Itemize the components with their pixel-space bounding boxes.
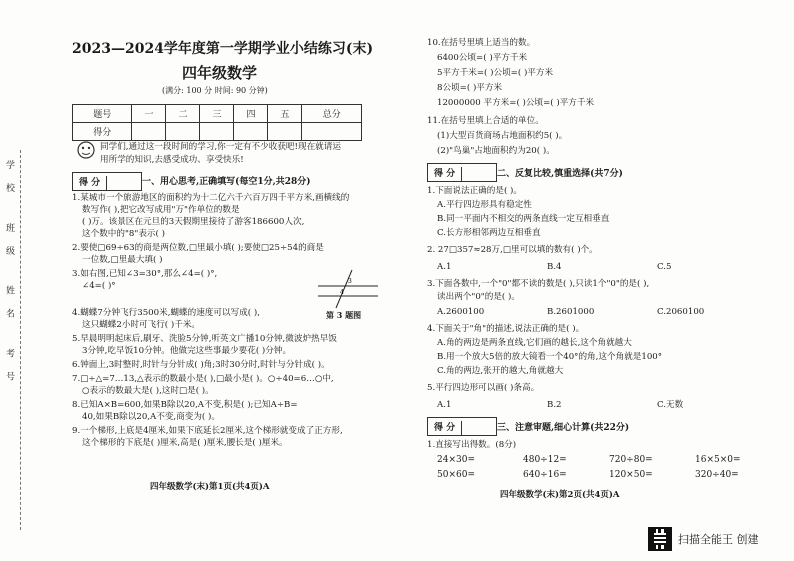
- q4-line-a: 4.蝴蝶7分钟飞行3500米,蝴蝶的速度可以写成( ),: [72, 308, 260, 318]
- q3-line-a: 3.如右图,已知∠3=30°,那么∠4=( )°,: [72, 269, 218, 279]
- page-footer-right: 四年级数学(末)第2页(共4页)A: [500, 490, 620, 500]
- svg-text:3: 3: [348, 278, 352, 285]
- student-info-sidebar: 学校 班级 姓名 考号: [4, 160, 14, 395]
- s2-q3-option: A.2600100: [437, 307, 485, 317]
- score-header-cell: 三: [200, 105, 234, 123]
- q5-line-a: 5.早晨明明起床后,刷牙、洗脸5分钟,听英文广播10分钟,微波炉热早饭: [72, 334, 337, 344]
- greeting-line-1: 同学们,通过这一段时间的学习,你一定有不少收获吧!现在就请运: [100, 142, 341, 152]
- s2-q1: 1.下面说法正确的是( )。: [427, 186, 522, 196]
- score-header-cell: 四: [234, 105, 268, 123]
- exam-meta: (满分: 100 分 时间: 90 分钟): [162, 86, 268, 95]
- q10-line-c: 8公顷=( )平方米: [437, 83, 503, 93]
- score-cell[interactable]: [132, 123, 166, 141]
- q6-line: 6.钟面上,3时整时,时针与分针成( )角;3时30分时,时针与分针成( )。: [72, 360, 330, 370]
- s2-q1-option-a: A.平行四边形具有稳定性: [437, 200, 532, 210]
- q7-line-a: 7.□÷△=7…13,△表示的数最小是( ),□最小是( )。○÷40=6…○中,: [72, 374, 334, 384]
- q10-line-a: 6400公顷=( )平方千米: [437, 53, 528, 63]
- exam-title: 2023—2024学年度第一学期学业小结练习(末): [72, 41, 374, 57]
- q11-title: 11.在括号里填上合适的单位。: [427, 116, 544, 126]
- cartoon-icon: [76, 140, 96, 160]
- s2-q2-option: C.5: [657, 262, 672, 272]
- score-cell[interactable]: [166, 123, 200, 141]
- section3-score-box: [427, 417, 497, 436]
- s2-q4-option-c: C.角的两边,张开的越大,角就越大: [437, 366, 564, 376]
- s2-q1-option-b: B.同一平面内不相交的两条直线一定互相垂直: [437, 214, 610, 224]
- calc-item: 480÷12=: [523, 455, 567, 465]
- section3-title: 三、注意审题,细心计算(共22分): [497, 423, 630, 433]
- calc-item: 50×60=: [437, 470, 475, 480]
- score-header-cell: 五: [268, 105, 302, 123]
- score-cell[interactable]: [234, 123, 268, 141]
- s2-q3-option: B.2601000: [547, 307, 595, 317]
- right-page: [405, 0, 794, 561]
- s2-q5-option: B.2: [547, 400, 562, 410]
- s2-q4-option-b: B.用一个放大5倍的放大镜看一个40°的角,这个角就是100°: [437, 352, 663, 362]
- section2-title: 二、反复比较,慎重选择(共7分): [497, 169, 623, 179]
- qr-code-icon: [648, 527, 672, 551]
- q2-line-a: 2.要使□69÷63的商是两位数,□里最小填( );要使□25÷54的商是: [72, 243, 324, 253]
- q2-line-b: 一位数,□里最大填( ): [82, 255, 163, 265]
- s2-q5-option: C.无数: [657, 400, 684, 410]
- q5-line-b: 3分钟,吃早饭10分钟。他做完这些事最少要花( )分钟。: [82, 346, 292, 356]
- calc-item: 320÷40=: [695, 470, 739, 480]
- s2-q2: 2. 27□357≈28万,□里可以填的数有( )个。: [427, 245, 598, 255]
- score-table-header: [73, 105, 362, 123]
- page-footer-left: 四年级数学(末)第1页(共4页)A: [150, 482, 270, 492]
- section2-score-box: [427, 163, 497, 182]
- s2-q2-option: A.1: [437, 262, 452, 272]
- scanner-watermark: 扫描全能王 创建: [678, 533, 759, 546]
- s2-q2-option: B.4: [547, 262, 562, 272]
- q3-figure-caption: 第 3 题图: [326, 310, 362, 320]
- q8-line-a: 8.已知A×B=600,如果B除以20,A不变,积是( );已知A÷B=: [72, 400, 298, 410]
- q10-line-d: 12000000 平方米=( )公顷=( )平方千米: [437, 98, 595, 108]
- section1-score-box: [72, 172, 142, 191]
- calc-item: 720÷80=: [609, 455, 653, 465]
- section1-title: 一、用心思考,正确填写(每空1分,共28分): [142, 177, 311, 187]
- score-cell[interactable]: [268, 123, 302, 141]
- q11-line-b: (2)"鸟巢"占地面积约为20( )。: [437, 146, 555, 156]
- s2-q3-option: C.2060100: [657, 307, 705, 317]
- q1-line-a: 1.某城市一个旅游地区的面积约为十二亿六千六百万四千平方米,画横线的: [72, 193, 350, 203]
- s2-q5: 5.平行四边形可以画( )条高。: [427, 383, 540, 393]
- q7-line-b: ○表示的数最大是( ),这时□是( )。: [82, 386, 214, 396]
- score-header-cell: 题号: [73, 105, 132, 123]
- calc-item: 24×30=: [437, 455, 475, 465]
- s2-q4: 4.下面关于"角"的描述,说法正确的是( )。: [427, 324, 585, 334]
- calc-item: 640÷16=: [523, 470, 567, 480]
- q8-line-b: 40,如果B除以20,A不变,商变为( )。: [82, 412, 220, 422]
- q9-line-b: 这个梯形的下底是( )厘米,高是( )厘米,腰长是( )厘米。: [82, 438, 288, 448]
- calc-item: 16×5×0=: [695, 455, 741, 465]
- s2-q1-option-c: C.长方形相邻两边互相垂直: [437, 228, 541, 238]
- q10-line-b: 5平方千米=( )公顷=( )平方米: [437, 68, 554, 78]
- q10-title: 10.在括号里填上适当的数。: [427, 38, 536, 48]
- calc-item: 120×50=: [609, 470, 653, 480]
- score-table-row: [73, 123, 362, 141]
- exam-subject: 四年级数学: [182, 64, 258, 82]
- score-table: [72, 104, 362, 141]
- score-header-cell: 一: [132, 105, 166, 123]
- q1-line-c: ( )万。该景区在元旦的3天假期里接待了游客186600人次,: [82, 217, 305, 227]
- s2-q4-option-a: A.角的两边是两条直线,它们画的越长,这个角就越大: [437, 338, 632, 348]
- score-row-label: 得分: [73, 123, 132, 141]
- score-cell[interactable]: [200, 123, 234, 141]
- section1-score-label: 得 分: [79, 178, 101, 188]
- s3-q1: 1.直接写出得数。(8分): [427, 440, 517, 450]
- q4-line-b: 这只蝴蝶2小时可飞行( )千米。: [82, 320, 201, 330]
- section2-score-label: 得 分: [434, 169, 456, 179]
- q3-figure: [318, 268, 378, 314]
- score-header-cell: 二: [166, 105, 200, 123]
- score-header-cell: 总分: [302, 105, 362, 123]
- s2-q5-option: A.1: [437, 400, 452, 410]
- greeting-line-2: 用所学的知识,去感受成功、享受快乐!: [100, 155, 244, 165]
- s2-q3-line-b: 读出两个"0"的是( )。: [437, 292, 520, 302]
- section3-score-label: 得 分: [434, 423, 456, 433]
- q1-line-b: 数写作( ),把它改写成用"万"作单位的数是: [82, 205, 240, 215]
- q9-line-a: 9.一个梯形,上底是4厘米,如果下底延长2厘米,这个梯形就变成了正方形,: [72, 426, 343, 436]
- q11-line-a: (1)大型百货商场占地面积约5( )。: [437, 131, 568, 141]
- q3-line-b: ∠4=( )°: [82, 281, 116, 291]
- score-cell[interactable]: [302, 123, 362, 141]
- binding-dashed-line: [20, 150, 21, 530]
- s2-q3-line-a: 3.下面各数中,一个"0"都不读的数是( ),只读1个"0"的是( ),: [427, 279, 650, 289]
- q1-line-d: 这个数中的"8"表示( ): [82, 229, 165, 239]
- svg-text:4: 4: [340, 289, 344, 296]
